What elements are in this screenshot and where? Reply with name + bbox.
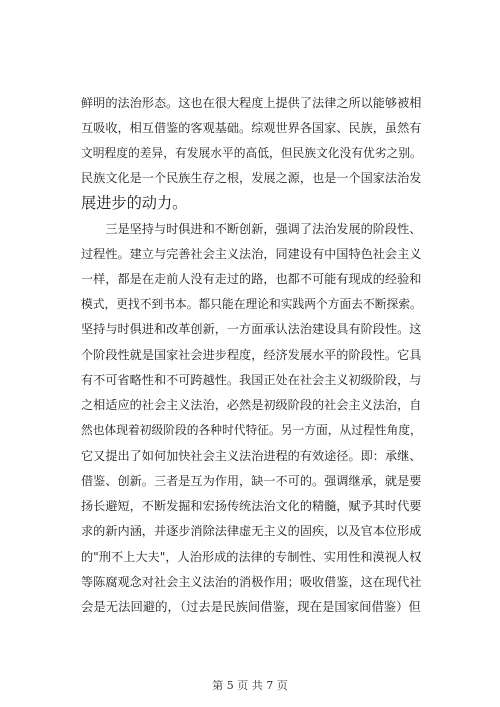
text-line: 互吸收，相互借鉴的客观基础。综观世界各国家、民族，虽然有 bbox=[81, 121, 422, 135]
text-line: 然也体现着初级阶段的各种时代特征。另一方面，从过程性角度， bbox=[81, 423, 422, 437]
text-line: 会是无法回避的，（过去是民族间借鉴，现在是国家间借鉴）但 bbox=[81, 600, 421, 614]
text-line: 它又提出了如何加快社会主义法治进程的有效途径。即：承继、 bbox=[81, 449, 422, 463]
text-line: 有不可省略性和不可跨越性。我国正处在社会主义初级阶段，与 bbox=[81, 373, 422, 387]
text-line: 求的新内涵，并逐步消除法律虚无主义的固疾，以及官本位形成 bbox=[81, 524, 422, 538]
text-line: 鲜明的法治形态。这也在很大程度上提供了法律之所以能够被相 bbox=[81, 96, 422, 110]
text-line: 过程性。建立与完善社会主义法治，同建设有中国特色社会主义 bbox=[81, 247, 422, 261]
text-line: 坚持与时俱进和改革创新，一方面承认法治建设具有阶段性。这 bbox=[81, 322, 422, 336]
text-line: 之相适应的社会主义法治，必然是初级阶段的社会主义法治，自 bbox=[81, 398, 422, 412]
text-line: 展进步的动力。 bbox=[81, 194, 188, 212]
page-number-footer: 第 5 页 共 7 页 bbox=[212, 679, 288, 692]
text-line: 模式，更找不到书本。都只能在理论和实践两个方面去不断探索。 bbox=[81, 297, 422, 311]
text-line: 扬长避短，不断发掘和宏扬传统法治文化的精髓，赋予其时代要 bbox=[81, 499, 422, 513]
text-line: 的"刑不上大夫"，人治形成的法律的专制性、实用性和漠视人权 bbox=[81, 550, 422, 564]
text-line: 个阶段性就是国家社会进步程度，经济发展水平的阶段性。它具 bbox=[81, 348, 422, 362]
text-line: 一样，都是在走前人没有走过的路，也都不可能有现成的经验和 bbox=[81, 272, 422, 286]
text-line: 借鉴、创新。三者是互为作用，缺一不可的。强调继承，就是要 bbox=[81, 474, 422, 488]
text-line: 三是坚持与时俱进和不断创新，强调了法治发展的阶段性、 bbox=[81, 222, 422, 236]
text-line: 文明程度的差异，有发展水平的高低，但民族文化没有优劣之别。 bbox=[81, 146, 422, 160]
text-line: 等陈腐观念对社会主义法治的消极作用；吸收借鉴，这在现代社 bbox=[81, 575, 422, 589]
text-line: 民族文化是一个民族生存之根，发展之源，也是一个国家法治发 bbox=[81, 171, 422, 185]
